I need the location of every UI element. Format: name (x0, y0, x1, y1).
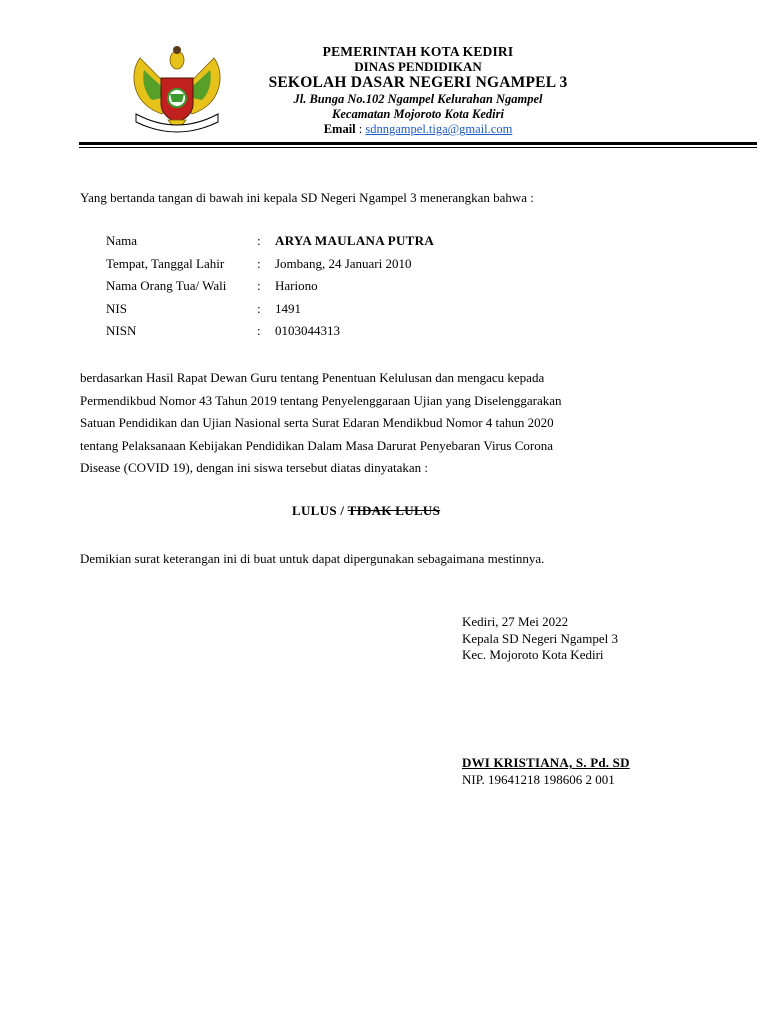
government-name: PEMERINTAH KOTA KEDIRI (322, 44, 514, 59)
signer-identity (462, 755, 630, 788)
identity-label: Tempat, Tanggal Lahir (106, 255, 225, 271)
intro-statement: Yang bertanda tangan di bawah ini kepala SD Negeri Ngampel 3 menerangkan bahwa : (80, 190, 534, 205)
identity-row-nisn (106, 320, 434, 343)
identity-row-name (106, 230, 434, 253)
status-pass: LULUS / (292, 503, 348, 518)
kota-kediri-emblem (126, 44, 228, 136)
email-separator: : (355, 122, 366, 136)
paragraph-line: berdasarkan Hasil Rapat Dewan Guru tentang Penentuan Kelulusan dan mengacu kepada (80, 370, 545, 385)
signature-block (462, 614, 618, 664)
letterhead-rule-thin (79, 147, 757, 148)
graduation-status (292, 503, 440, 519)
letterhead-rule-thick (79, 142, 757, 145)
email-link[interactable]: sdnngampel.tiga@gmail.com (365, 122, 513, 136)
identity-row-birth (106, 253, 434, 276)
school-name: SEKOLAH DASAR NEGERI NGAMPEL 3 (268, 74, 568, 91)
place-date: Kediri, 27 Mei 2022 (462, 614, 569, 629)
identity-colon: : (257, 323, 261, 339)
email-label: Email (323, 122, 356, 136)
identity-label: NISN (106, 323, 137, 339)
student-identity-table (106, 230, 434, 343)
identity-value: ARYA MAULANA PUTRA (275, 233, 435, 248)
identity-value: Hariono (275, 278, 318, 294)
identity-colon: : (257, 233, 261, 248)
school-address: Jl. Bunga No.102 Ngampel Kelurahan Ngampel (293, 92, 543, 106)
department-name: DINAS PENDIDIKAN (354, 59, 482, 74)
identity-colon: : (257, 255, 261, 271)
identity-value: 0103044313 (275, 323, 340, 339)
status-fail-struck: TIDAK LULUS (347, 503, 441, 518)
identity-label: Nama (106, 233, 138, 248)
decision-paragraph (80, 367, 680, 480)
paragraph-line: Satuan Pendidikan dan Ujian Nasional serta Surat Edaran Mendikbud Nomor 4 tahun 2020 (80, 415, 554, 431)
signer-name: DWI KRISTIANA, S. Pd. SD (462, 755, 630, 770)
identity-colon: : (257, 278, 261, 294)
paragraph-line: tentang Pelaksanaan Kebijakan Pendidikan Dalam Masa Darurat Penyebaran Virus Corona (80, 437, 553, 453)
paragraph-line: Permendikbud Nomor 43 Tahun 2019 tentang Penyelenggaraan Ujian yang Diselenggarakan (80, 392, 562, 408)
school-district: Kecamatan Mojoroto Kota Kediri (332, 107, 504, 121)
identity-row-parent (106, 275, 434, 298)
identity-colon: : (257, 300, 261, 316)
identity-label: NIS (106, 300, 127, 316)
letterhead (238, 44, 598, 137)
paragraph-line: Disease (COVID 19), dengan ini siswa tersebut diatas dinyatakan : (80, 460, 429, 476)
identity-value: Jombang, 24 Januari 2010 (275, 255, 412, 271)
identity-value: 1491 (275, 300, 301, 316)
closing-statement: Demikian surat keterangan ini di buat untuk dapat dipergunakan sebagaimana mestinnya. (80, 551, 545, 566)
signer-nip: NIP. 19641218 198606 2 001 (462, 771, 615, 787)
signer-title: Kepala SD Negeri Ngampel 3 (462, 630, 618, 646)
identity-label: Nama Orang Tua/ Wali (106, 278, 227, 294)
identity-row-nis (106, 298, 434, 321)
school-email-line (238, 122, 598, 137)
signer-office: Kec. Mojoroto Kota Kediri (462, 647, 604, 662)
